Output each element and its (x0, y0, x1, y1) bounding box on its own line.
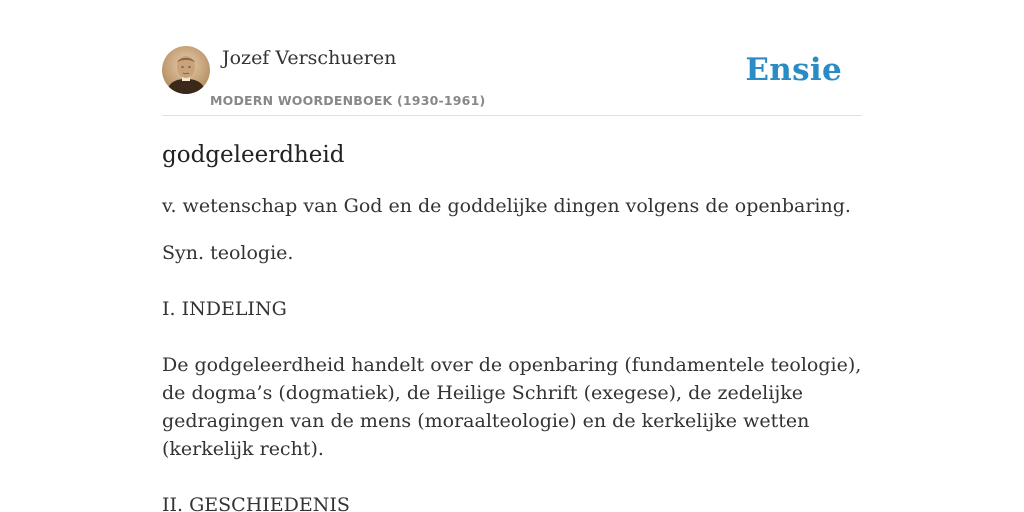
source-name[interactable]: MODERN WOORDENBOEK (1930-1961) (210, 93, 486, 108)
ensie-logo[interactable]: Ensie (745, 52, 842, 88)
author-name[interactable]: Jozef Verschueren (222, 47, 397, 69)
author-avatar[interactable] (162, 46, 210, 94)
author-portrait-image (162, 46, 210, 94)
entry-content (162, 138, 862, 512)
section-heading-geschiedenis: II. GESCHIEDENIS (162, 494, 350, 512)
section-text-indeling: De godgeleerdheid handelt over de openbaring (fundamentele teologie), de dogma’s (dogmatiek), de Heilige Schrift (exegese), de zedelijke gedragingen van de mens (moraalteologie) en de kerkelijke wetten (kerkelijk recht). (162, 354, 862, 460)
entry-title: godgeleerdheid (162, 142, 345, 168)
section-heading-indeling: I. INDELING (162, 298, 287, 320)
entry-definition: v. wetenschap van God en de goddelijke dingen volgens de openbaring. (162, 195, 851, 217)
page-header (162, 46, 862, 116)
entry-synonym: Syn. teologie. (162, 242, 294, 264)
